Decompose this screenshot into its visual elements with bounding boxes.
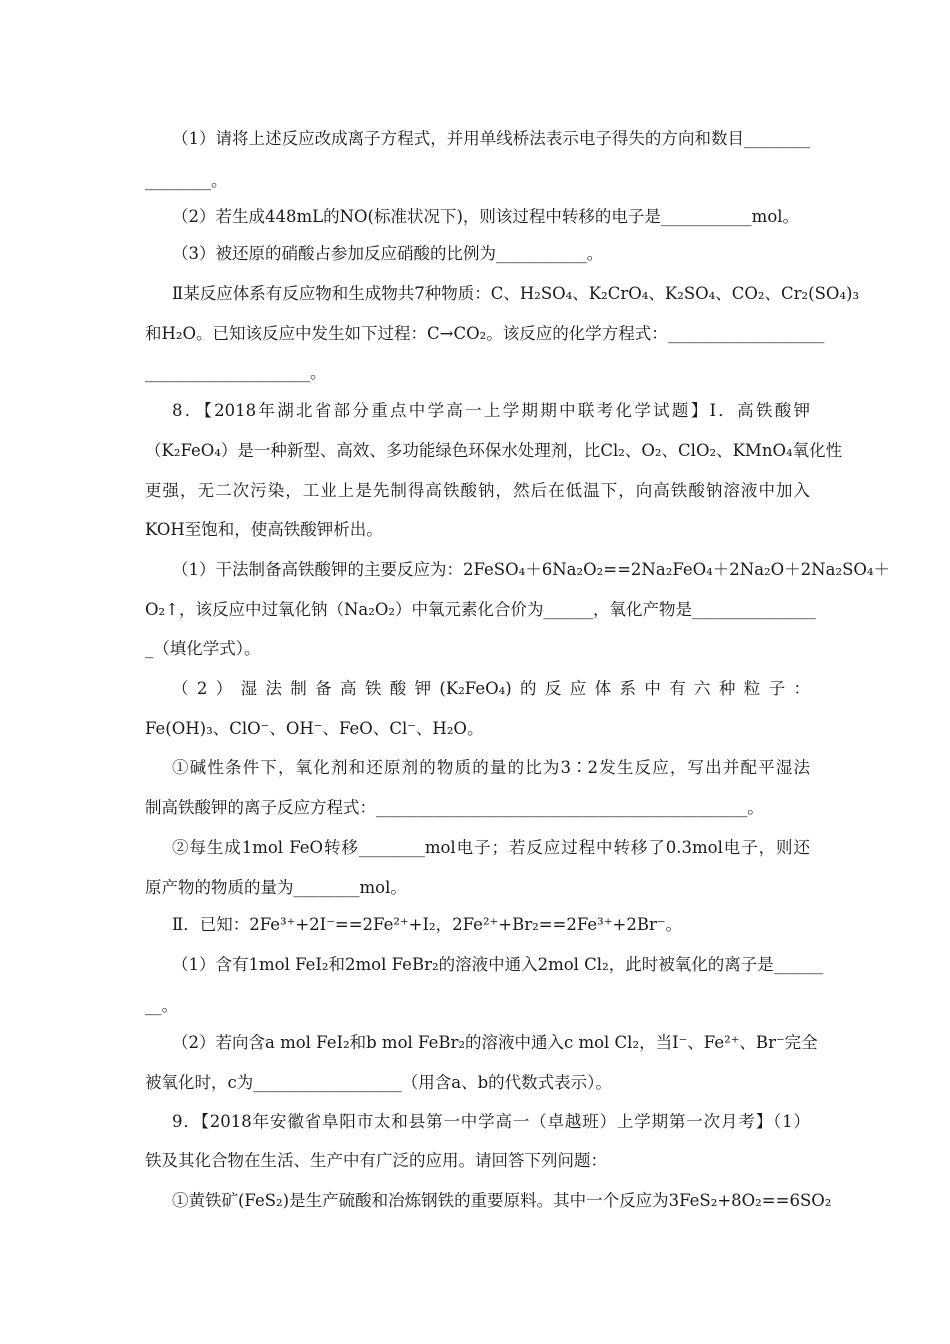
text-line: Fe(OH)₃、ClO⁻、OH⁻、FeO、Cl⁻、H₂O。 [145, 719, 484, 738]
text-line: （1）请将上述反应改成离子方程式，并用单线桥法表示电子得失的方向和数目________ [172, 129, 810, 148]
text-line: 被氧化时，c为__________________（用含a、b的代数式表示）。 [145, 1073, 612, 1092]
question-9-heading: 9．【2018年安徽省阜阳市太和县第一中学高一（卓越班）上学期第一次月考】（1） [172, 1112, 810, 1131]
text-line: （2）若生成448mL的NO(标准状况下)，则该过程中转移的电子是___________mol。 [172, 207, 800, 226]
text-line: 和H₂O。已知该反应中发生如下过程：C→CO₂。该反应的化学方程式：___________________ [145, 324, 825, 343]
text-line: 原产物的物质的量为________mol。 [145, 878, 407, 897]
text-line: （2）湿法制备高铁酸钾(K₂FeO₄)的反应体系中有六种粒子： [172, 679, 810, 698]
text-line: （1）含有1mol FeI₂和2mol FeBr₂的溶液中通入2mol Cl₂，此时被氧化的离子是______ [172, 955, 824, 974]
text-line: ①碱性条件下，氧化剂和还原剂的物质的量的比为3∶2发生反应，写出并配平湿法 [172, 758, 810, 777]
text-line: KOH至饱和，使高铁酸钾析出。 [145, 520, 383, 539]
text-line: _（填化学式）。 [145, 639, 261, 658]
text-line: （3）被还原的硝酸占参加反应硝酸的比例为___________。 [172, 244, 604, 263]
text-line: 更强，无二次污染，工业上是先制得高铁酸钠，然后在低温下，向高铁酸钠溶液中加入 [145, 481, 810, 500]
text-line: Ⅱ某反应体系有反应物和生成物共7种物质：C、H₂SO₄、K₂CrO₄、K₂SO₄、CO₂、Cr₂(SO₄)₃ [172, 284, 860, 303]
text-line: O₂↑，该反应中过氧化钠（Na₂O₂）中氧元素化合价为______，氧化产物是_______________ [145, 600, 816, 619]
text-line: ①黄铁矿(FeS₂)是生产硫酸和冶炼钢铁的重要原料。其中一个反应为3FeS₂+8O₂==6SO₂ [172, 1191, 832, 1210]
text-line: （1）干法制备高铁酸钾的主要反应为：2FeSO₄＋6Na₂O₂==2Na₂FeO₄＋2Na₂O＋2Na₂SO₄＋ [172, 560, 891, 579]
text-line: ____________________。 [145, 363, 327, 382]
text-line: __。 [145, 996, 178, 1015]
text-line: （2）若向含a mol FeI₂和b mol FeBr₂的溶液中通入c mol Cl₂，当I⁻、Fe²⁺、Br⁻完全 [172, 1033, 818, 1052]
question-8-heading: 8．【2018年湖北省部分重点中学高一上学期期中联考化学试题】Ⅰ．高铁酸钾 [172, 401, 810, 420]
text-line: 制高铁酸钾的离子反应方程式：_____________________________________________。 [145, 798, 764, 817]
text-line: Ⅱ．已知：2Fe³⁺+2I⁻==2Fe²⁺+I₂，2Fe²⁺+Br₂==2Fe³⁺+2Br⁻。 [172, 915, 683, 934]
text-line: 铁及其化合物在生活、生产中有广泛的应用。请回答下列问题： [145, 1151, 607, 1170]
text-line: （K₂FeO₄）是一种新型、高效、多功能绿色环保水处理剂，比Cl₂、O₂、ClO₂、KMnO₄氧化性 [145, 441, 843, 460]
text-line: ②每生成1mol FeO转移________mol电子；若反应过程中转移了0.3mol电子，则还 [172, 838, 810, 857]
text-line: ________。 [145, 171, 228, 190]
